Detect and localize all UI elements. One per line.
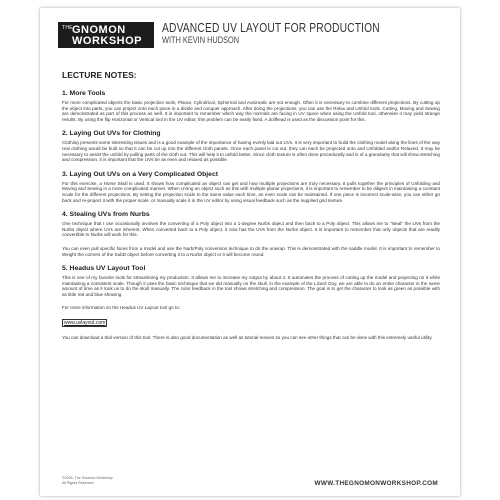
section-heading: 5. Headus UV Layout Tool [62,265,146,273]
logo-line2-text: WORKSHOP [72,35,142,47]
lecture-notes-title: LECTURE NOTES: [62,70,137,80]
copyright-line1: ©2005, The Gnomon Workshop [62,476,113,480]
section-heading: 2. Laying Out UVs for Clothing [62,130,161,138]
section-paragraph: This is one of my favorite tools for streamlining my production. It allows me to increase my output by about 4. It automates the process of cutting up the model and projecting on it while maintaining a consistent scale. Though it uses the basic technique that we did manually on the skull, in the example of the Lizard Guy, we are able to do an entire character in the same amount of time as it took us to do the skull manually. The color feedback in the tool shows stretching and compression. The goal is to get the character to look as green as possible with as little red and blue showing. [62,275,440,297]
page-subtitle: WITH KEVIN HUDSON [162,35,240,45]
logo-the-text: THE [62,25,73,31]
more-info-text: For more information on the Headus UV Layout tool go to: [62,305,180,311]
section-paragraph: For more complicated objects the basic projection tools, Planar, Cylindrical, Spherical and Automatic are not enough. Often it is necessary to combine different projections. By cutting up the object into parts, you can project onto each piece in a divide and conquer approach. After doing the projections, you can use the Relax and Unfold tools. Cutting, Moving and Sewing are demonstrated as part of this process as well. It is important to remember which way the normals are facing in UV space when using the Unfold tool, otherwise it may yield strange results. By using the flip Horizontal or Vertical tool in the UV editor, this problem can be easily fixed. A dollhead is used as the discussion point for this. [62,100,440,122]
gnomon-logo [58,22,154,48]
section-paragraph: You can even pull specific faces from a model and use the Nurb/Poly conversion technique to do the unwrap. This is demonstrated with the saddle model. It is important to remember to Weight the corners of the SubD object before converting it to a Nurbs object or it will become round. [62,245,440,257]
logo-line1-text: GNOMON [72,24,126,36]
title-block [162,22,428,46]
page-title: ADVANCED UV LAYOUT FOR PRODUCTION [162,21,380,35]
section-paragraph: Clothing presents some interesting issues and is a good example of the importance of having evenly laid out UVs. It is very important to build the clothing model along the lines of the way real clothing would be built so that it can be cut up into the different cloth panels. Once each panel is cut out, they can each be projected onto and Unfolded and/or Relaxed. It may be necessary to assist the unfold by pulling parts of the cloth out. This will help it to unfold better. Since cloth texture is often done procedurally and is of a granularity that will show stretching and compression, it is important that the UVs be as even and relaxed as possible. [62,140,440,163]
section-heading: 1. More Tools [62,90,106,97]
section-heading: 3. Laying Out UVs on a Very Complicated Object [62,170,218,178]
page-header [40,8,460,54]
closing-paragraph: You can download a trial version of this tool. There is also good documentation as well as tutorial movies so you can see other things that can be done with this extremely useful utility. [62,335,433,341]
uvlayout-link[interactable]: www.uvlayout.com [64,320,106,327]
lecture-content [62,70,440,349]
section-paragraph: For this exercise, a Horse Skull is used. It shows how complicated an object can get and how multiple projections are truly necessary. It pulls together the principles of Unfolding and Moving and Sewing in a more complicated manner. When UVing an object such as this with multiple planar projections, it is important to remember to be diligent in maintaining a constant Scale for the different projections. By setting the projection scale to the same value each time, an even scale can be maintained. If one piece is incorrect scale-wise, you can either go back and re-project it with the proper scale, or manually scale it in the UV editor by using visual feedback such as the supplied grid texture. [62,180,440,203]
document-page [40,8,460,496]
section-paragraph: One technique that I use occasionally involves the converting of a Poly object into a 1-degree Nurbs object and then back to a Poly object. This allows me to "steal" the UVs from the Nurbs object where UVs are inherent. When converted back to a Poly object, it now has the UVs from the Nurbs object. It is important to remember that only objects that are readily convertible to Nurbs will work for this. [62,221,440,238]
section-heading: 4. Stealing UVs from Nurbs [62,211,150,219]
website-url[interactable]: WWW.THEGNOMONWORKSHOP.COM [314,480,438,487]
copyright-line2: All Rights Reserved [62,480,94,485]
copyright-notice [62,476,113,485]
page-footer [40,470,460,496]
